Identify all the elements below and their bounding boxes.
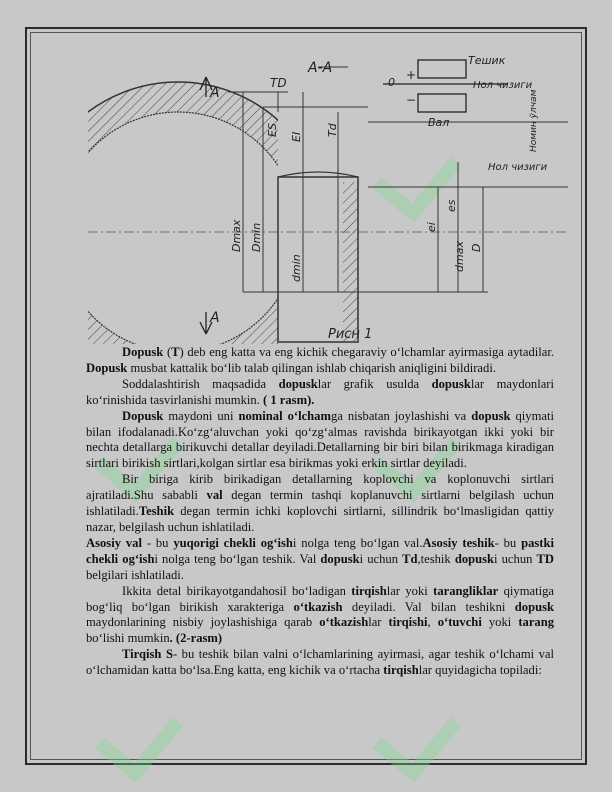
label-dmin-small: dmin	[290, 254, 303, 282]
bold-term: dopusk	[471, 408, 511, 423]
label-val: Вал	[428, 116, 450, 129]
paragraph	[86, 345, 554, 377]
label-dmax-small: dmax	[453, 241, 466, 272]
text-run: qiymatiga bog‘liq bo‘lgan birikish xarakteriga	[86, 583, 554, 614]
text-run: ,teshik	[417, 551, 455, 566]
bold-term: T	[171, 345, 180, 359]
bold-term: TD	[536, 551, 554, 566]
text-run: - bu	[141, 535, 174, 550]
text-run: ,	[427, 615, 438, 630]
bold-term: Dopusk	[122, 408, 164, 423]
bold-term: nominal o‘lcham	[238, 408, 331, 423]
document-body	[86, 345, 554, 679]
bold-term: tirqishi	[388, 615, 428, 630]
bold-term: tarang	[518, 615, 555, 630]
label-nominal-ulcham: Номин ўлчам	[529, 89, 539, 152]
bold-term: o‘tkazish	[293, 599, 343, 614]
label-nol-chiziq-bottom: Нол чизиги	[488, 162, 548, 173]
bold-term: o‘tuvchi	[437, 615, 482, 630]
text-run: lar maydonlari ko‘rinishida tasvirlanishi mumkin.	[86, 376, 554, 407]
paragraph	[86, 472, 554, 536]
text-run: (	[163, 345, 172, 359]
label-dmax-cap: Dmax	[230, 219, 243, 252]
bold-term: tirqish	[351, 583, 387, 598]
text-run: lar yoki	[386, 583, 434, 598]
text-run: yoki	[481, 615, 519, 630]
label-ei: EI	[290, 131, 303, 142]
label-td: TD	[270, 76, 287, 90]
hole-tolerance-field	[418, 60, 466, 78]
text-run: ) deb eng katta va eng kichik chegaraviy o‘lchamlar ayirmasiga aytadilar.	[179, 345, 554, 359]
text-run: ga nisbatan joylashishi va	[330, 408, 472, 423]
text-run: belgilari ishlatiladi.	[86, 567, 184, 582]
text-run: deyiladi. Val bilan teshikni	[342, 599, 515, 614]
paragraph	[86, 377, 554, 409]
text-run: Bir biriga kirib birikadigan detallarning koplovchi va koplonuvchi sirtlari ajratiladi.Shu sababli	[86, 472, 554, 503]
text-run: bo‘lishi mumkin	[86, 631, 170, 646]
text-run: i nolga teng bo‘lgan teshik. Val	[154, 551, 321, 566]
text-run: i nolga teng bo‘lgan val.	[292, 535, 423, 550]
text-run: degan termin tashqi koplanuvchi sirtlarni belgilash uchun ishlatiladi.	[86, 488, 554, 519]
bold-term: tarangliklar	[433, 583, 499, 598]
label-section: А-А	[308, 60, 333, 76]
text-run: i uchun	[359, 551, 403, 566]
label-plus: +	[406, 68, 417, 82]
label-teshik: Тешик	[468, 54, 506, 67]
label-minus: −	[406, 93, 417, 107]
label-td-small: Td	[326, 123, 339, 137]
bold-term: dopusk	[320, 551, 360, 566]
label-d: D	[470, 243, 483, 252]
text-run: - bu	[494, 535, 522, 550]
bold-term: ( 1 rasm).	[263, 392, 315, 407]
text-run: lar quyidagicha topiladi:	[418, 663, 542, 678]
paragraph	[86, 584, 554, 648]
bold-term: Dopusk	[122, 345, 164, 359]
bold-term: dopusk	[514, 599, 555, 614]
text-run: qiymati bilan ifodalanadi.Ko‘zg‘aluvchan yoki qo‘zg‘almas ravishda birikayotgan ikki yoki bir nechta detallarga birikuvchi detallar deyiladi.Detallarning bir biri bilan birikmaga kiradigan sirtlari birikish sirtlari,kolgan sirtlar esa birikmas yoki erkin sirtlar deyiladi.	[86, 408, 554, 471]
text-run: musbat kattalik bo‘lib talab qilingan ishlab chiqarish aniqligini bildiradi.	[127, 360, 496, 375]
paragraph	[86, 536, 554, 584]
text-run: maydonlarining nisbiy joylashishiga qarab	[86, 615, 320, 630]
text-run: degan termin ichki koplovchi sirtlarni, sillindrik bo‘lmasligidan qattiy nazar, belgilash uchun ishlatiladi.	[86, 504, 554, 534]
paragraph	[86, 409, 554, 473]
bold-term: yuqorigi chekli og‘ish	[173, 535, 293, 550]
label-dmin-cap: Dmin	[250, 222, 263, 252]
bold-term: dopusk	[278, 376, 318, 391]
bold-term: Tirqish S	[122, 647, 173, 662]
text-run: Soddalashtirish maqsadida	[122, 376, 279, 391]
paragraph	[86, 647, 554, 679]
text-run: lar	[368, 615, 389, 630]
bold-term: val	[206, 488, 223, 503]
text-run: - bu teshik bilan valni o‘lchamlarining ayirmasi, agar teshik o‘lchami val o‘lchamidan katta bo‘lsa.Eng katta, eng kichik va o‘rtacha	[86, 647, 554, 678]
bold-term: Teshik	[138, 504, 175, 519]
bold-term: pastki chekli og‘ish	[86, 535, 554, 566]
bold-term: . (2-rasm)	[169, 631, 223, 646]
bold-term: o‘tkazish	[319, 615, 369, 630]
bold-term: Asosiy val	[86, 535, 142, 550]
bold-term: Asosiy teshik	[422, 535, 495, 550]
text-run: Ikkita detal birikayotgandahosil bo‘ladigan	[122, 583, 352, 598]
bold-term: dopusk	[454, 551, 495, 566]
bold-term: tirqish	[383, 663, 419, 678]
text-run: i uchun	[494, 551, 537, 566]
bold-term: Td	[402, 551, 418, 566]
figure-caption: Рисн 1	[328, 327, 373, 342]
label-nol-chiziq-top: Нол чизиги	[473, 80, 533, 91]
bold-term: dopusk	[431, 376, 471, 391]
bold-term: Dopusk	[86, 360, 128, 375]
label-es: ES	[266, 123, 279, 137]
text-run: lar grafik usulda	[317, 376, 432, 391]
label-es-small: es	[445, 199, 458, 212]
label-ei-small: ei	[425, 222, 438, 232]
label-arrow-top: А	[210, 85, 220, 101]
text-run: maydoni uni	[163, 408, 239, 423]
shaft-tolerance-field	[418, 94, 466, 112]
label-zero: 0	[388, 76, 395, 89]
tolerance-figure	[88, 52, 568, 344]
label-arrow-bottom: А	[210, 310, 220, 326]
